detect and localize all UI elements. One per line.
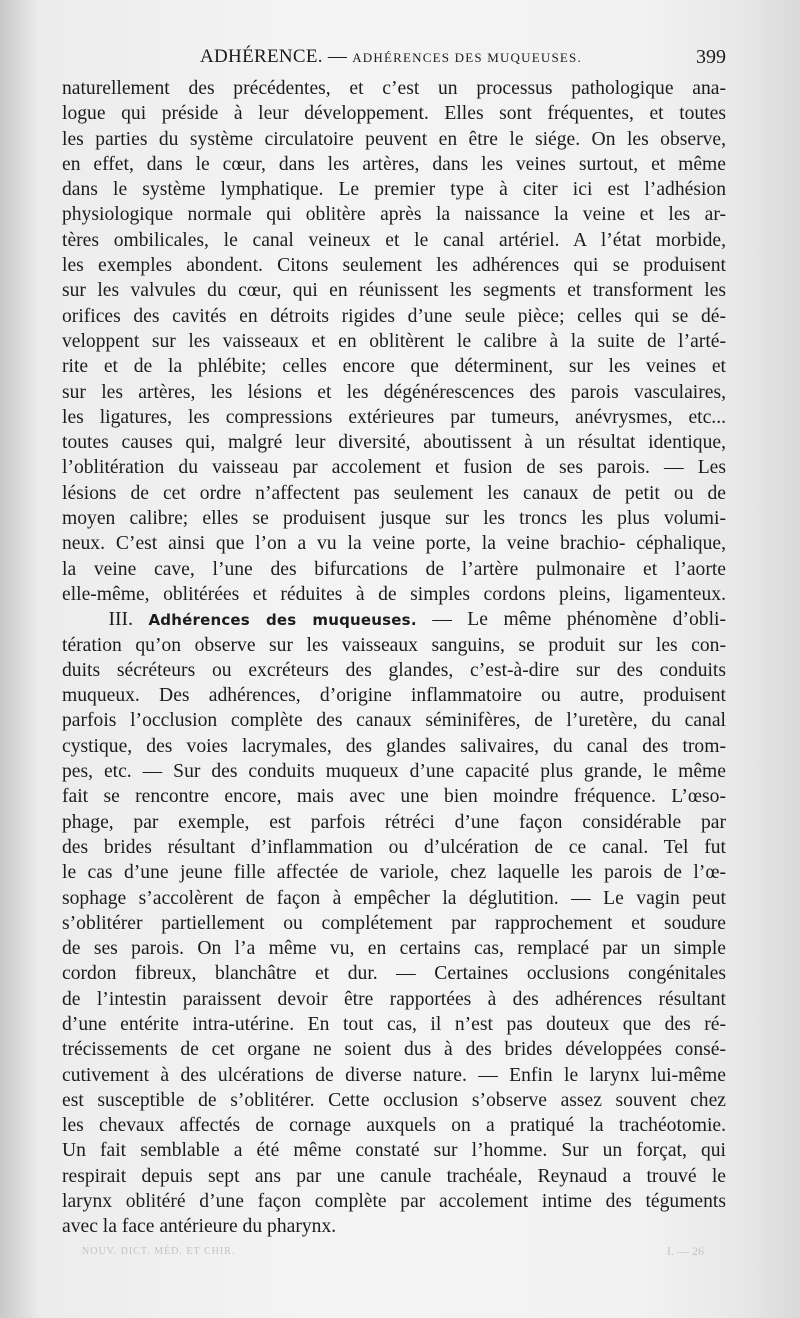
- text-line: sophage s’accolèrent de façon à empêcher la déglutition. — Le vagin peut: [62, 887, 726, 909]
- text-line: toutes causes qui, malgré leur diversité, aboutissent à un résultat identique,: [62, 432, 726, 454]
- text-line: de ses parois. On l’a même vu, en certains cas, remplacé par un simple: [62, 938, 726, 960]
- text-line: la veine cave, l’une des bifurcations de l’artère pulmonaire et l’aorte: [62, 558, 726, 580]
- text-line: des brides résultant d’inflammation ou d’ulcération de ce canal. Tel fut: [62, 836, 726, 858]
- text-line: les chevaux affectés de cornage auxquels on a pratiqué la trachéotomie.: [62, 1115, 726, 1137]
- text-line: dans le système lymphatique. Le premier type à citer ici est l’adhésion: [62, 179, 726, 201]
- text-line: duits sécréteurs ou excréteurs des glandes, c’est-à-dire sur des conduits: [62, 659, 726, 681]
- text-line: rite et de la phlébite; celles encore que déterminent, sur les veines et: [62, 356, 726, 378]
- page-edge-shadow: [740, 0, 800, 1318]
- text-line: fait se rencontre encore, mais avec une bien moindre fréquence. L’œso-: [62, 786, 726, 808]
- running-head: [200, 46, 582, 68]
- text-line: elle-même, oblitérées et réduites à de simples cordons pleins, ligamenteux.: [62, 583, 726, 605]
- text-line: s’oblitérer partiellement ou complétement par rapprochement et soudure: [62, 912, 726, 934]
- text-line: lésions de cet ordre n’affectent pas seulement les canaux de petit ou de: [62, 482, 726, 504]
- text-line: cordon fibreux, blanchâtre et dur. — Certaines occlusions congénitales: [62, 963, 726, 985]
- text-line: naturellement des précédentes, et c’est un processus pathologique ana-: [62, 78, 726, 99]
- text-line: trécissements de cet organe ne soient dus à des brides développées consé-: [62, 1039, 726, 1061]
- text-line: les ligatures, les compressions extérieures par tumeurs, anévrysmes, etc...: [62, 406, 726, 428]
- text-line: sur les valvules du cœur, qui en réunissent les segments et transforment les: [62, 280, 726, 302]
- text-line: tération qu’on observe sur les vaisseaux sanguins, se produit sur les con-: [62, 634, 726, 656]
- body-text: [62, 76, 726, 1240]
- text-line: larynx oblitéré d’une façon complète par accolement intime des téguments: [62, 1191, 726, 1213]
- text-line-last: avec la face antérieure du pharynx.: [62, 1216, 337, 1238]
- text-line: l’oblitération du vaisseau par accolement et fusion de ses parois. — Les: [62, 457, 726, 479]
- text-line: muqueux. Des adhérences, d’origine inflammatoire ou autre, produisent: [62, 685, 726, 707]
- text-line: d’une entérite intra-utérine. En tout cas, il n’est pas douteux que des ré-: [62, 1013, 726, 1035]
- text-line: de l’intestin paraissent devoir être rapportées à des adhérences résultant: [62, 988, 726, 1010]
- page-header: [62, 42, 726, 72]
- text-line: moyen calibre; elles se produisent jusque sur les troncs les plus volumi-: [62, 508, 726, 530]
- page-gutter-shadow: [0, 0, 40, 1318]
- running-head-sub: ADHÉRENCES DES MUQUEUSES.: [352, 50, 582, 65]
- text-line: est susceptible de s’oblitérer. Cette occlusion s’observe assez souvent chez: [62, 1089, 726, 1111]
- text-line: orifices des cavités en détroits rigides d’une seule pièce; celles qui se dé-: [62, 305, 726, 327]
- text-line: respirait depuis sept ans par une canule trachéale, Reynaud a trouvé le: [62, 1165, 726, 1187]
- text-line: cutivement à des ulcérations de diverse nature. — Enfin le larynx lui-même: [62, 1064, 726, 1086]
- text-line: le cas d’une jeune fille affectée de variole, chez laquelle les parois de l’œ-: [62, 862, 726, 884]
- section-first-line: [62, 607, 726, 632]
- section-heading: Adhérences des muqueuses.: [148, 611, 417, 630]
- text-line: neux. C’est ainsi que l’on a vu la veine porte, la veine brachio- céphalique,: [62, 533, 726, 555]
- page-number: 399: [696, 46, 726, 68]
- text-line: cystique, des voies lacrymales, des glandes salivaires, du canal des trom-: [62, 735, 726, 757]
- text-line: pes, etc. — Sur des conduits muqueux d’une capacité plus grande, le même: [62, 761, 726, 783]
- text-line: les parties du système circulatoire peuvent en être le siége. On les observe,: [62, 128, 726, 150]
- section-first-line-text: — Le même phénomène d’obli-: [416, 609, 726, 631]
- text-line: tères ombilicales, le canal veineux et le canal artériel. A l’état morbide,: [62, 229, 726, 251]
- text-line: phage, par exemple, est parfois rétréci d’une façon considérable par: [62, 811, 726, 833]
- page-footer: [62, 1244, 726, 1274]
- text-line: en effet, dans le cœur, dans les artères, dans les veines surtout, et même: [62, 153, 726, 175]
- footer-signature: NOUV. DICT. MÉD. ET CHIR.: [82, 1246, 236, 1257]
- text-line: logue qui préside à leur développement. Elles sont fréquentes, et toutes: [62, 103, 726, 125]
- footer-volume-mark: I. — 26: [667, 1244, 704, 1258]
- text-line: physiologique normale qui oblitère après la naissance la veine et les ar-: [62, 204, 726, 226]
- text-line: sur les artères, les lésions et les dégénérescences des parois vasculaires,: [62, 381, 726, 403]
- text-line: Un fait semblable a été même constaté sur l’homme. Sur un forçat, qui: [62, 1140, 726, 1162]
- running-head-main: ADHÉRENCE. —: [200, 46, 353, 67]
- text-line: les exemples abondent. Citons seulement les adhérences qui se produisent: [62, 255, 726, 277]
- text-line: parfois l’occlusion complète des canaux séminifères, de l’uretère, du canal: [62, 710, 726, 732]
- section-number: III.: [108, 609, 133, 631]
- text-line: veloppent sur les vaisseaux et en oblitèrent le calibre à la suite de l’arté-: [62, 330, 726, 352]
